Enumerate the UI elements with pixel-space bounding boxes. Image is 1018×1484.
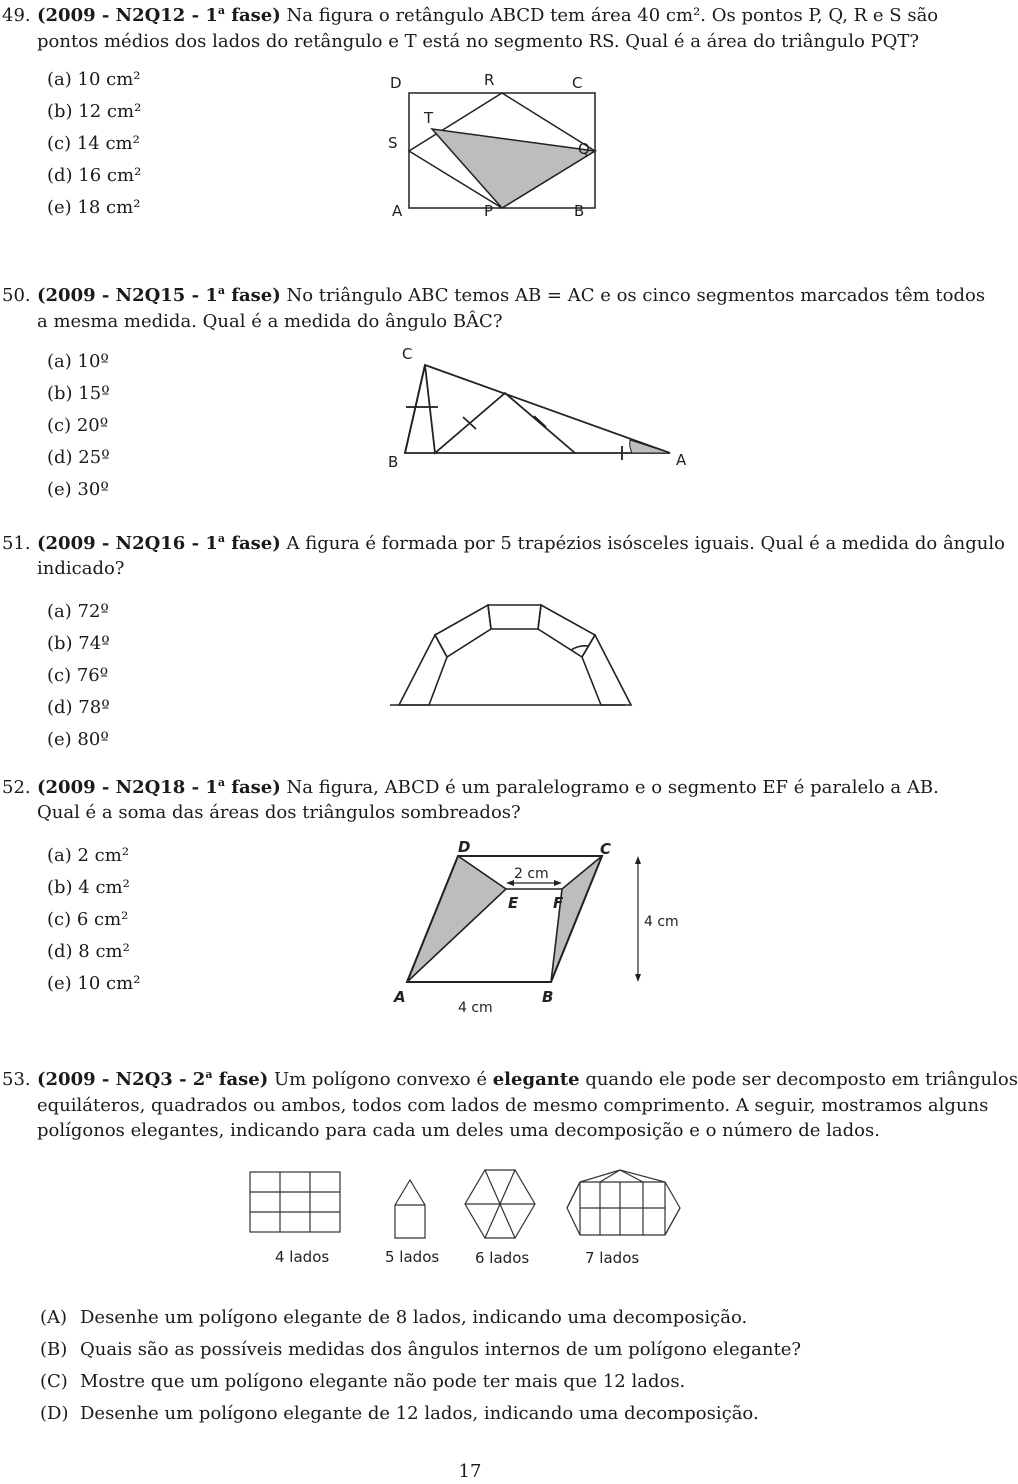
- question-text-line2: a mesma medida. Qual é a medida do ângulo BÂC?: [37, 311, 503, 332]
- label-4-lados: 4 lados: [275, 1248, 330, 1266]
- question-text-line1: (2009 - N2Q12 - 1$^a$ fase) Na figura o retângulo ABCD tem área 40 cm². Os pontos P, Q, R e S são: [37, 4, 939, 26]
- option-c: (c) 6 cm²: [47, 909, 129, 930]
- label-b: B: [542, 988, 554, 1006]
- question-number: 49.: [2, 5, 31, 26]
- label-c: C: [600, 840, 612, 858]
- parallelogram-figure: [390, 836, 690, 1018]
- label-ef-length: 2 cm: [514, 866, 549, 882]
- option-b: (b) 4 cm²: [47, 877, 130, 898]
- option-c: (c) 76º: [47, 665, 109, 686]
- option-d: (d) 8 cm²: [47, 941, 130, 962]
- option-e: (e) 30º: [47, 479, 109, 500]
- option-b: (b) 74º: [47, 633, 110, 654]
- option-d: (d) 25º: [47, 447, 110, 468]
- label-t: T: [424, 109, 434, 127]
- question-text-line2: indicado?: [37, 558, 125, 579]
- question-text-line2: Qual é a soma das áreas dos triângulos sombreados?: [37, 802, 521, 823]
- label-d: D: [458, 838, 471, 856]
- label-b: B: [574, 202, 585, 220]
- label-a: A: [394, 988, 406, 1006]
- option-a: (a) 72º: [47, 601, 109, 622]
- label-c: C: [572, 74, 583, 92]
- option-c: (c) 20º: [47, 415, 109, 436]
- question-text-line3: polígonos elegantes, indicando para cada um deles uma decomposição e o número de lados.: [37, 1120, 880, 1141]
- question-number: 50.: [2, 285, 31, 306]
- question-number: 51.: [2, 533, 31, 554]
- item-a: (A) Desenhe um polígono elegante de 8 lados, indicando uma decomposição.: [40, 1307, 748, 1328]
- question-text-line2: equiláteros, quadrados ou ambos, todos com lados de mesmo comprimento. A seguir, mostramos alguns: [37, 1095, 989, 1116]
- rectangle-figure: [380, 68, 610, 228]
- label-e: E: [508, 894, 519, 912]
- question-text-line2: pontos médios dos lados do retângulo e T está no segmento RS. Qual é a área do triângulo PQT?: [37, 31, 920, 52]
- question-text-line1: (2009 - N2Q3 - 2$^a$ fase) Um polígono convexo é elegante quando ele pode ser decomposto em triângulos: [37, 1068, 1018, 1090]
- option-c: (c) 14 cm²: [47, 133, 140, 154]
- option-e: (e) 10 cm²: [47, 973, 141, 994]
- label-p: P: [484, 202, 494, 220]
- label-5-lados: 5 lados: [385, 1248, 440, 1266]
- option-b: (b) 15º: [47, 383, 110, 404]
- label-d: D: [390, 74, 402, 92]
- item-b: (B) Quais são as possíveis medidas dos ângulos internos de um polígono elegante?: [40, 1339, 802, 1360]
- option-a: (a) 10 cm²: [47, 69, 141, 90]
- label-height: 4 cm: [644, 914, 679, 930]
- label-c: C: [402, 345, 413, 363]
- label-q: Q: [578, 140, 590, 158]
- label-b: B: [388, 453, 399, 471]
- trapezoid-arch-figure: [385, 595, 630, 715]
- item-c: (C) Mostre que um polígono elegante não pode ter mais que 12 lados.: [40, 1371, 686, 1392]
- option-d: (d) 16 cm²: [47, 165, 142, 186]
- question-number: 52.: [2, 777, 31, 798]
- elegant-polygons-figure: [245, 1160, 685, 1270]
- question-text-line1: (2009 - N2Q15 - 1$^a$ fase) No triângulo ABC temos AB = AC e os cinco segmentos marcados têm todos: [37, 284, 986, 306]
- item-d: (D) Desenhe um polígono elegante de 12 lados, indicando uma decomposição.: [40, 1403, 759, 1424]
- option-a: (a) 10º: [47, 351, 109, 372]
- label-a: A: [676, 451, 687, 469]
- label-7-lados: 7 lados: [585, 1249, 640, 1267]
- option-b: (b) 12 cm²: [47, 101, 142, 122]
- label-s: S: [388, 134, 398, 152]
- question-text-line1: (2009 - N2Q18 - 1$^a$ fase) Na figura, ABCD é um paralelogramo e o segmento EF é paralelo a AB.: [37, 776, 939, 798]
- question-text-line1: (2009 - N2Q16 - 1$^a$ fase) A figura é formada por 5 trapézios isósceles iguais. Qual é a medida do ângulo: [37, 532, 1005, 554]
- option-d: (d) 78º: [47, 697, 110, 718]
- option-e: (e) 18 cm²: [47, 197, 141, 218]
- label-f: F: [553, 894, 564, 912]
- label-r: R: [484, 71, 495, 89]
- question-number: 53.: [2, 1069, 31, 1090]
- label-ab-length: 4 cm: [458, 1000, 493, 1016]
- option-a: (a) 2 cm²: [47, 845, 130, 866]
- triangle-figure: [380, 345, 700, 475]
- option-e: (e) 80º: [47, 729, 109, 750]
- label-6-lados: 6 lados: [475, 1249, 530, 1267]
- label-a: A: [392, 202, 403, 220]
- page-number: 17: [458, 1461, 482, 1482]
